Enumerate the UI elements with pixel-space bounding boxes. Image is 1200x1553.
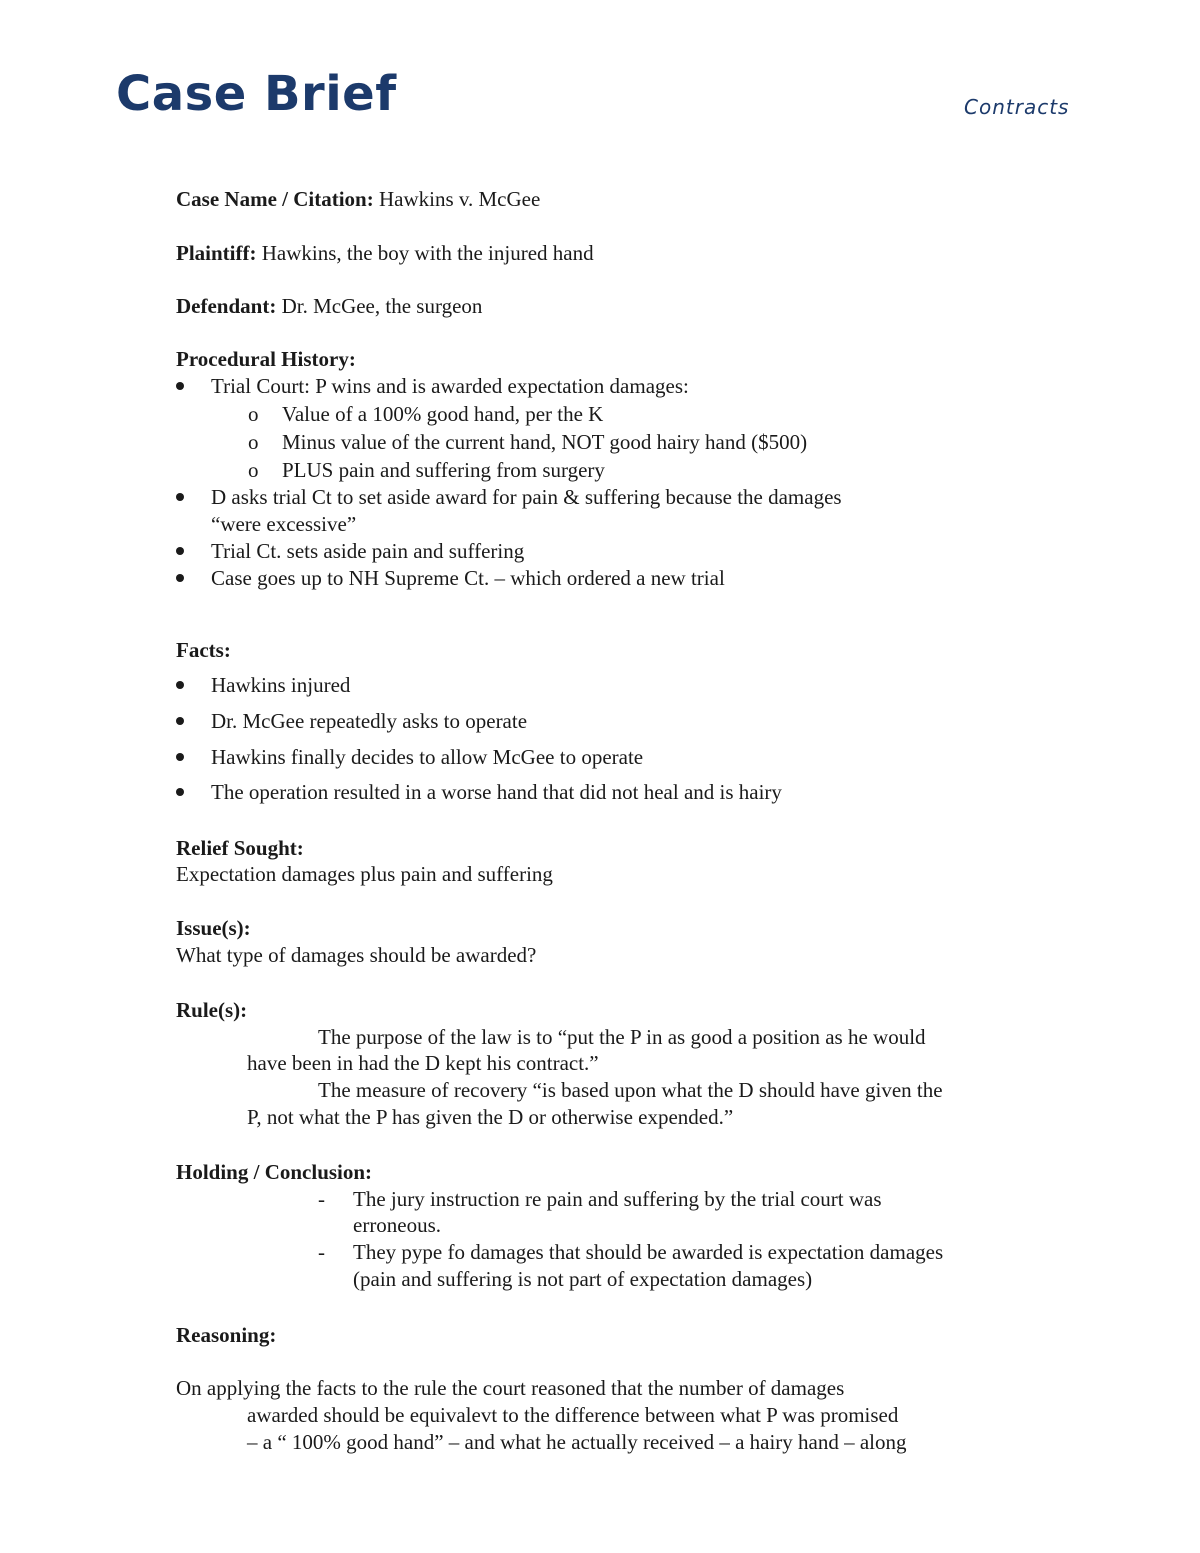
defendant-value: Dr. McGee, the surgeon (281, 294, 483, 318)
bullet-icon (176, 493, 184, 501)
sub-bullet-marker: o (248, 430, 259, 454)
facts-item: Hawkins finally decides to allow McGee to operate (211, 745, 644, 769)
procedural-history-heading: Procedural History: (176, 347, 356, 371)
procedural-subitem: PLUS pain and suffering from surgery (282, 458, 605, 482)
reasoning-line: awarded should be equivalevt to the difference between what P was promised (247, 1403, 899, 1427)
plaintiff-value: Hawkins, the boy with the injured hand (261, 241, 594, 265)
case-name-value: Hawkins v. McGee (378, 187, 541, 211)
holding-heading: Holding / Conclusion: (176, 1160, 373, 1184)
sub-bullet-marker: o (248, 458, 259, 482)
issues-value: What type of damages should be awarded? (176, 943, 537, 967)
reasoning-line: On applying the facts to the rule the court reasoned that the number of damages (176, 1376, 845, 1400)
subject-label: Contracts (964, 95, 1070, 119)
defendant-row (176, 293, 482, 320)
holding-item-line: The jury instruction re pain and suffering by the trial court was (353, 1187, 882, 1211)
bullet-icon (176, 788, 184, 796)
holding-item-line: erroneous. (353, 1213, 442, 1237)
facts-item: The operation resulted in a worse hand that did not heal and is hairy (211, 780, 782, 804)
rule-paragraph-line: P, not what the P has given the D or otherwise expended.” (247, 1105, 734, 1129)
holding-item-line: (pain and suffering is not part of expectation damages) (353, 1267, 813, 1291)
bullet-icon (176, 547, 184, 555)
procedural-subitem: Minus value of the current hand, NOT good hairy hand ($500) (282, 430, 808, 454)
issues-heading: Issue(s): (176, 916, 251, 940)
bullet-icon (176, 717, 184, 725)
procedural-item-continuation: “were excessive” (211, 512, 357, 536)
relief-sought-heading: Relief Sought: (176, 836, 304, 860)
procedural-item: Case goes up to NH Supreme Ct. – which ordered a new trial (211, 566, 725, 590)
rule-paragraph-line: The purpose of the law is to “put the P in as good a position as he would (318, 1025, 926, 1049)
plaintiff-row (176, 240, 594, 267)
facts-item: Hawkins injured (211, 673, 351, 697)
dash-marker: - (318, 1240, 325, 1264)
dash-marker: - (318, 1187, 325, 1211)
case-name-label: Case Name / Citation: (176, 187, 374, 211)
defendant-label: Defendant: (176, 294, 277, 318)
procedural-item: D asks trial Ct to set aside award for pain & suffering because the damages (211, 485, 842, 509)
rule-paragraph-line: have been in had the D kept his contract.” (247, 1051, 599, 1075)
reasoning-line: – a “ 100% good hand” – and what he actually received – a hairy hand – along (247, 1430, 907, 1454)
facts-heading: Facts: (176, 638, 231, 662)
reasoning-heading: Reasoning: (176, 1323, 277, 1347)
document-title: Case Brief (116, 66, 397, 122)
case-name-row (176, 186, 540, 213)
bullet-icon (176, 382, 184, 390)
procedural-subitem: Value of a 100% good hand, per the K (282, 402, 604, 426)
relief-sought-value: Expectation damages plus pain and suffering (176, 862, 553, 886)
bullet-icon (176, 753, 184, 761)
bullet-icon (176, 681, 184, 689)
plaintiff-label: Plaintiff: (176, 241, 257, 265)
procedural-item: Trial Ct. sets aside pain and suffering (211, 539, 525, 563)
sub-bullet-marker: o (248, 402, 259, 426)
holding-item-line: They pype fo damages that should be awarded is expectation damages (353, 1240, 944, 1264)
facts-item: Dr. McGee repeatedly asks to operate (211, 709, 528, 733)
rule-paragraph-line: The measure of recovery “is based upon what the D should have given the (318, 1078, 943, 1102)
rules-heading: Rule(s): (176, 998, 248, 1022)
procedural-item: Trial Court: P wins and is awarded expectation damages: (211, 374, 689, 398)
bullet-icon (176, 574, 184, 582)
